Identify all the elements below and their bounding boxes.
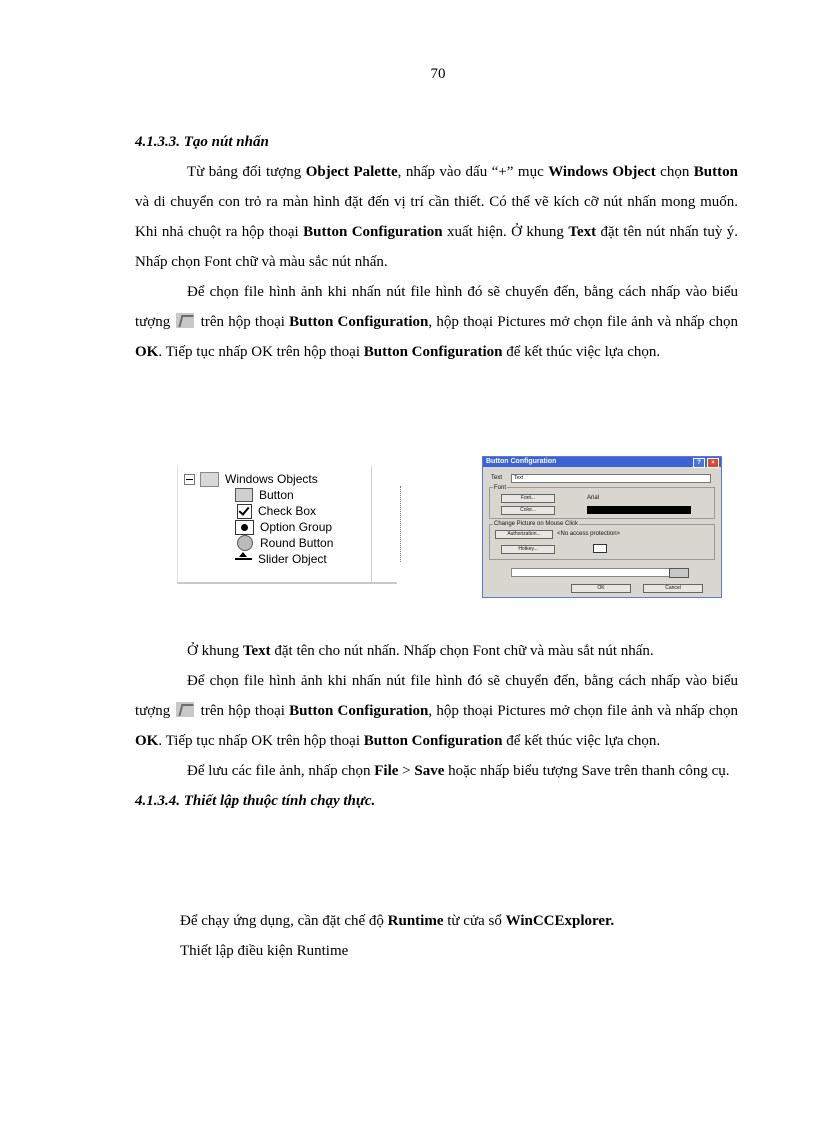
tree-connector-line [400,486,401,562]
font-value: Arial [587,495,600,501]
page-number: 70 [430,66,446,82]
hotkey-box [593,544,607,553]
dialog-title-bar: Button Configuration ? × [483,457,721,467]
tree-item-check-box: Check Box [237,503,316,519]
authorization-button: Authorization... [495,530,553,539]
tree-item-round-button: Round Button [236,535,333,551]
paragraph-3: Ở khung Text đặt tên cho nút nhấn. Nhấp chọn Font chữ và màu sắt nút nhấn. [187,643,654,659]
tree-root-label: Windows Objects [225,472,318,486]
collapse-icon [184,474,195,485]
text-field: Text [511,474,711,483]
paragraph-1: Từ bảng đối tượng Object Palette, nhấp vào dấu “+” mục Windows Object chọn Button và di chuyển con trỏ ra màn hình đặt đến vị trí cần thiết. Có thể vẽ kích cỡ nút nhấn mong muốn. Khi nhả chuột ra hộp thoại Button Configuration xuất hiện. Ở khung Text đặt tên nút nhấn tuỳ ý. Nhấp chọn Font chữ và màu sắc nút nhấn. [135,164,738,270]
option-group-icon [235,520,254,535]
cancel-button: Cancel [643,584,703,593]
paragraph-4: Để chọn file hình ảnh khi nhấn nút file hình đó sẽ chuyển đến, bằng cách nhấp vào biểu tượng trên hộp thoại Button Configuration, hộp thoại Pictures mở chọn file ảnh và nhấp chọn OK. Tiếp tục nhấp OK trên hộp thoại Button Configuration để kết thúc việc lựa chọn. [135,673,738,749]
tree-root-row [184,471,318,487]
color-swatch [587,506,691,514]
color-button: Color... [501,506,555,515]
section-block-2 [135,636,738,816]
hotkey-button: Hotkey... [501,545,555,554]
font-group-label: Font [494,485,507,491]
section-heading-4-1-3-3: 4.1.3.3. Tạo nút nhấn [135,134,269,150]
ok-button: OK [571,584,631,593]
picture-select-icon [176,702,194,717]
section-block-1 [135,127,738,367]
section-heading-4-1-3-4: 4.1.3.4. Thiết lập thuộc tính chạy thực. [135,793,376,809]
button-icon [235,488,253,502]
tree-item-slider-object: Slider Object [235,551,327,567]
picture-select-icon [176,313,194,328]
paragraph-2: Để chọn file hình ảnh khi nhấn nút file hình đó sẽ chuyển đến, bằng cách nhấp vào biểu tượng trên hộp thoại Button Configuration, hộp thoại Pictures mở chọn file ảnh và nhấp chọn OK. Tiếp tục nhấp OK trên hộp thoại Button Configuration để kết thúc việc lựa chọn. [135,284,738,360]
paragraph-7: Thiết lập điều kiện Runtime [180,943,349,959]
font-button: Font... [501,494,555,503]
round-button-icon [237,535,253,551]
tree-scroll-border [371,466,372,582]
paragraph-6: Để chạy ứng dụng, cần đặt chế độ Runtime từ cửa sổ WinCCExplorer. [180,913,615,929]
button-configuration-dialog-figure [482,456,722,598]
picture-select-icon [669,568,689,578]
paragraph-5: Để lưu các file ảnh, nhấp chọn File > Save hoặc nhấp biểu tượng Save trên thanh công cụ. [187,763,730,779]
text-label: Text [491,475,503,481]
checkbox-icon [237,504,252,519]
change-picture-group-label: Change Picture on Mouse Click [494,521,579,527]
close-icon: × [707,458,719,468]
tree-item-option-group: Option Group [235,519,332,535]
windows-objects-tree-figure [177,466,397,584]
slider-icon [235,552,252,566]
authorization-value: <No access protection> [557,531,621,537]
help-icon: ? [693,458,705,468]
folder-icon [200,472,219,487]
picture-path-field [511,568,683,577]
tree-item-button: Button [235,487,294,503]
